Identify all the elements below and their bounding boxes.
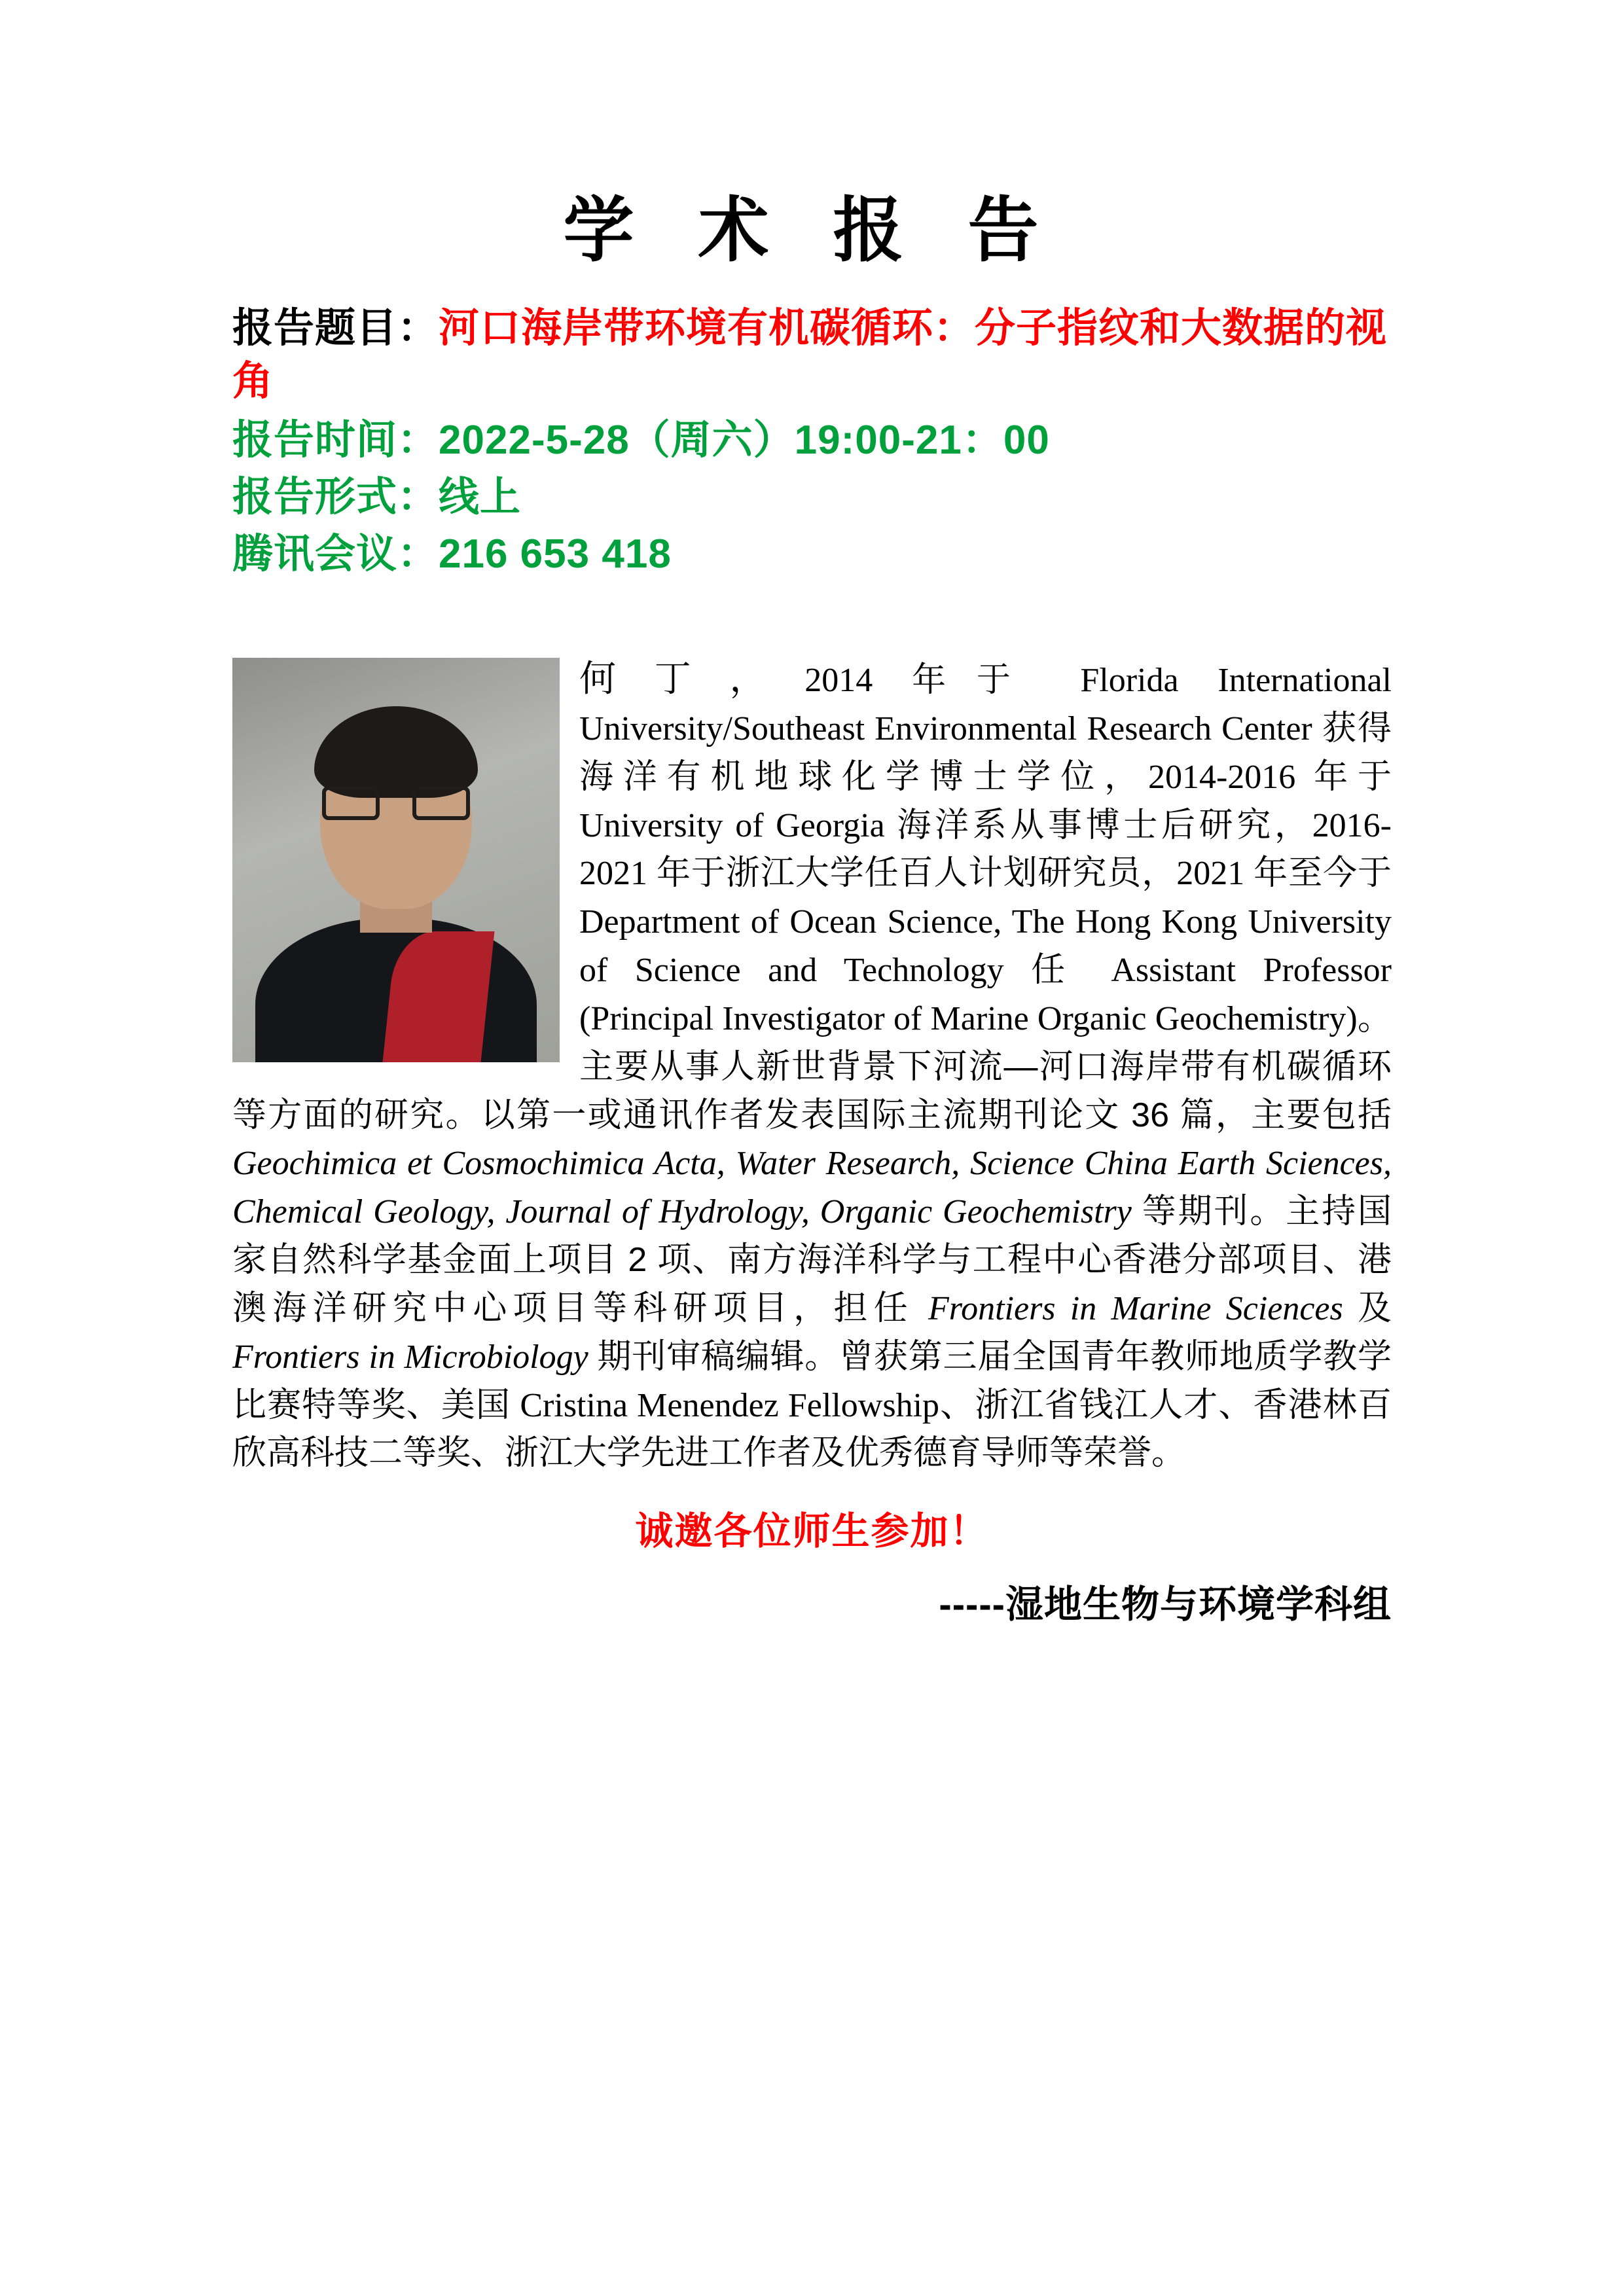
meta-block <box>232 302 1392 581</box>
speaker-bio-section <box>232 653 1392 1478</box>
bio-fragment: 2014 年于 Florida International University/Southeast Environmental Research Center <box>579 662 1392 747</box>
field-topic-value: 河口海岸带环境有机碳循环：分子指纹和大数据的视角 <box>232 306 1388 404</box>
field-format-value: 线上 <box>439 474 522 520</box>
bio-fragment: 期刊审稿编辑。曾获第三届全国青年教师地质学教学比赛特等奖、美国 <box>232 1337 1392 1424</box>
field-time-label: 报告时间： <box>232 418 439 463</box>
glasses-icon <box>322 786 470 823</box>
portrait-hair <box>314 706 478 798</box>
bio-fragment: Assistant Professor (Principal Investigator of Marine Organic Geochemistry)。 <box>579 952 1392 1037</box>
bio-fragment: 2021 <box>1176 855 1254 893</box>
bio-fragment: 等期刊。主持国家自然科学基金面上项目 2 项、南方海洋科学与工程中心香港分部项目、港澳海洋研究中心项目等科研项目，担任 <box>232 1193 1392 1327</box>
bio-fragment: 、浙江省钱江人才、香港林百欣高科技二等奖、浙江大学先进工作者及优秀德育导师等荣誉。 <box>232 1386 1392 1473</box>
bio-fragment: ，2014-2016 <box>1104 758 1314 796</box>
field-topic-label: 报告题目： <box>232 306 439 351</box>
bio-fragment: 主要从事人新世背景下河流—河口海岸带有机碳循环等方面的研究。以第一或通讯作者发表国际主流期刊论文 36 篇，主要包括 <box>232 1047 1392 1134</box>
bio-fragment: 2016-2021 <box>579 806 1392 893</box>
bio-fragment: 及 <box>1357 1289 1392 1327</box>
bio-fragment: 海洋系从事博士后研究， <box>897 806 1312 844</box>
bio-fragment: 年至今于 <box>1254 854 1392 893</box>
field-topic <box>232 302 1392 408</box>
field-meeting-id-label: 腾讯会议： <box>232 531 439 577</box>
field-format-label: 报告形式： <box>232 474 439 520</box>
field-meeting-id-value: 216 653 418 <box>439 531 672 577</box>
bio-fragment: 年于 <box>1314 757 1392 796</box>
bio-fragment: 年于浙江大学任百人计划研究员， <box>656 854 1177 893</box>
page-title: 学 术 报 告 <box>563 190 1061 270</box>
bio-fragment: 任 <box>1031 951 1084 990</box>
field-time-value: 2022-5-28（周六）19:00-21：00 <box>439 418 1050 463</box>
bio-fragment: Frontiers in Microbiology <box>232 1338 598 1376</box>
field-format <box>232 471 1392 524</box>
field-time <box>232 414 1392 467</box>
invitation-text: 诚邀各位师生参加！ <box>635 1510 989 1553</box>
bio-fragment: University of Georgia <box>579 806 897 844</box>
bio-fragment: Cristina Menendez Fellowship <box>511 1386 940 1424</box>
bio-fragment: Frontiers in Marine Sciences <box>913 1289 1358 1327</box>
bio-fragment: Geochimica et Cosmochimica Acta, Water Research, Science China Earth Sciences, Chemical Geology, Journal of Hydrology, Organic Geochemistry <box>232 1145 1392 1231</box>
signature-text: -----湿地生物与环境学科组 <box>939 1583 1392 1626</box>
field-meeting-id <box>232 528 1392 581</box>
speaker-name: 何丁， <box>579 658 805 700</box>
speaker-portrait <box>232 658 560 1062</box>
bio-fragment: Department of Ocean Science, The Hong Kong University of Science and Technology <box>579 903 1392 990</box>
bio-fragment: 获得海洋有机地球化学博士学位 <box>579 709 1392 796</box>
